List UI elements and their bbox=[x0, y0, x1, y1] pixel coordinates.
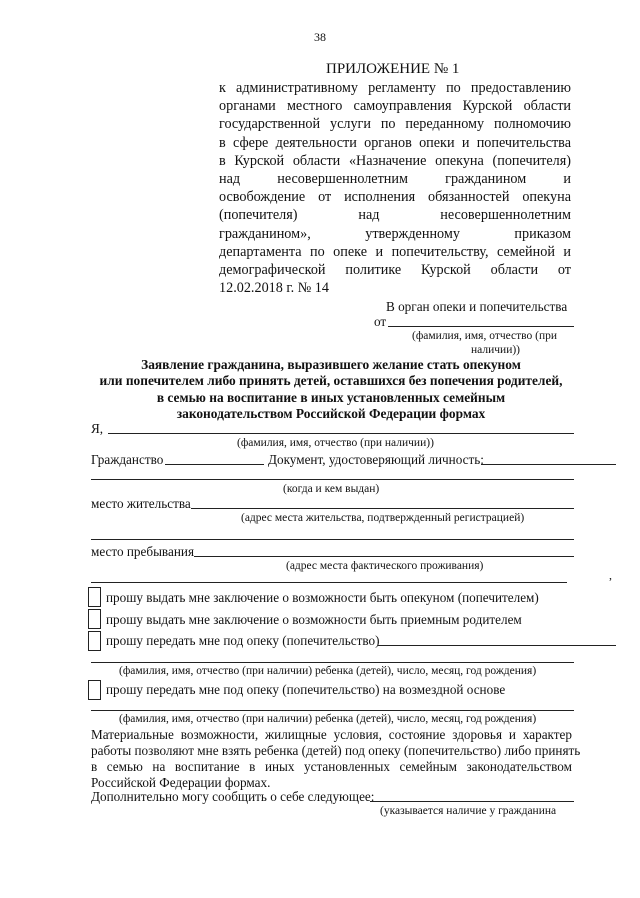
stay-field-line-2[interactable] bbox=[91, 582, 567, 583]
paragraph-line: Материальные возможности, жилищные условия, состояние здоровья и характер bbox=[91, 727, 572, 742]
appendix-line: освобождение от исполнения обязанностей опекуна bbox=[219, 189, 571, 206]
conditions-paragraph bbox=[91, 727, 581, 791]
option-checkbox-custody[interactable] bbox=[88, 631, 101, 651]
option-checkbox-paid-custody[interactable] bbox=[88, 680, 101, 700]
additional-info-label: Дополнительно могу сообщить о себе следующее: bbox=[91, 789, 375, 804]
residence-hint: (адрес места жительства, подтвержденный регистрацией) bbox=[241, 512, 525, 524]
i-label: Я, bbox=[91, 421, 104, 436]
stay-hint: (адрес места фактического проживания) bbox=[286, 560, 484, 572]
heading-line: Заявление гражданина, выразившего желание стать опекуном bbox=[141, 357, 521, 372]
document-issued-hint: (когда и кем выдан) bbox=[283, 483, 380, 495]
residence-field[interactable] bbox=[191, 508, 574, 509]
appendix-title: ПРИЛОЖЕНИЕ № 1 bbox=[326, 61, 460, 77]
appendix-description bbox=[219, 79, 571, 297]
appendix-line: (попечителя) над несовершеннолетним bbox=[219, 207, 571, 224]
paid-custody-child-hint: (фамилия, имя, отчество (при наличии) ребенка (детей), число, месяц, год рождения) bbox=[119, 713, 537, 725]
residence-field-line-2[interactable] bbox=[91, 539, 574, 540]
document-field[interactable] bbox=[481, 464, 616, 465]
addressee-from-hint-2: наличии)) bbox=[471, 344, 521, 356]
appendix-line: органами местного самоуправления Курской области bbox=[219, 98, 571, 115]
applicant-name-hint: (фамилия, имя, отчество (при наличии)) bbox=[237, 437, 434, 449]
residence-label: место жительства bbox=[91, 496, 191, 511]
appendix-line: демографической политике Курской области от bbox=[219, 262, 571, 279]
option-checkbox-guardian[interactable] bbox=[88, 587, 101, 607]
document-field-line-2[interactable] bbox=[91, 479, 574, 480]
addressee-to: В орган опеки и попечительства bbox=[386, 299, 568, 314]
citizenship-label: Гражданство bbox=[91, 452, 164, 467]
option-label-foster: прошу выдать мне заключение о возможности быть приемным родителем bbox=[106, 612, 522, 627]
addressee-from-hint: (фамилия, имя, отчество (при bbox=[412, 330, 558, 342]
citizenship-field[interactable] bbox=[165, 464, 264, 465]
stay-label: место пребывания bbox=[91, 544, 195, 559]
appendix-line: в Курской области «Назначение опекуна (попечителя) bbox=[219, 152, 571, 169]
appendix-line: в сфере деятельности органов опеки и попечительства bbox=[219, 134, 571, 151]
addressee-from-field[interactable] bbox=[388, 326, 574, 327]
side-mark: , bbox=[609, 568, 612, 582]
appendix-line: к административному регламенту по предоставлению bbox=[219, 80, 571, 96]
application-heading bbox=[88, 357, 574, 423]
document-label: Документ, удостоверяющий личность: bbox=[268, 452, 484, 467]
heading-line: законодательством Российской Федерации формах bbox=[176, 406, 486, 422]
stay-field[interactable] bbox=[194, 556, 574, 557]
option-label-guardian: прошу выдать мне заключение о возможности быть опекуном (попечителем) bbox=[106, 590, 539, 605]
page-number: 38 bbox=[314, 30, 326, 44]
paid-custody-child-field[interactable] bbox=[91, 710, 574, 711]
applicant-name-field[interactable] bbox=[108, 433, 574, 434]
paragraph-line: в семью на воспитание в иных установленных семейным законодательством bbox=[91, 759, 572, 774]
custody-child-hint: (фамилия, имя, отчество (при наличии) ребенка (детей), число, месяц, год рождения) bbox=[119, 665, 537, 677]
appendix-line: гражданином», утвержденному приказом bbox=[219, 225, 571, 242]
appendix-line: 12.02.2018 г. № 14 bbox=[219, 280, 329, 297]
additional-info-field[interactable] bbox=[370, 801, 574, 802]
appendix-line: над несовершеннолетним гражданином и bbox=[219, 171, 571, 188]
appendix-line: департамента по опеке и попечительству, семейной и bbox=[219, 243, 571, 260]
addressee-from-label: от bbox=[374, 314, 387, 329]
paragraph-line: Российской Федерации формах. bbox=[91, 775, 271, 790]
option-label-custody: прошу передать мне под опеку (попечительство) bbox=[106, 633, 380, 648]
option-checkbox-foster[interactable] bbox=[88, 609, 101, 629]
heading-line: или попечителем либо принять детей, оставшихся без попечения родителей, bbox=[99, 373, 563, 389]
paragraph-line: работы позволяют мне взять ребенка (детей) под опеку (попечительство) либо принять bbox=[91, 743, 581, 758]
custody-child-field[interactable] bbox=[378, 645, 616, 646]
option-label-paid-custody: прошу передать мне под опеку (попечительство) на возмездной основе bbox=[106, 682, 506, 697]
heading-line: в семью на воспитание в иных установленных семейным bbox=[156, 389, 506, 405]
appendix-line: государственной услуги по переданному полномочию bbox=[219, 116, 571, 133]
custody-child-field-line-2[interactable] bbox=[91, 662, 574, 663]
additional-info-hint: (указывается наличие у гражданина bbox=[380, 805, 557, 817]
